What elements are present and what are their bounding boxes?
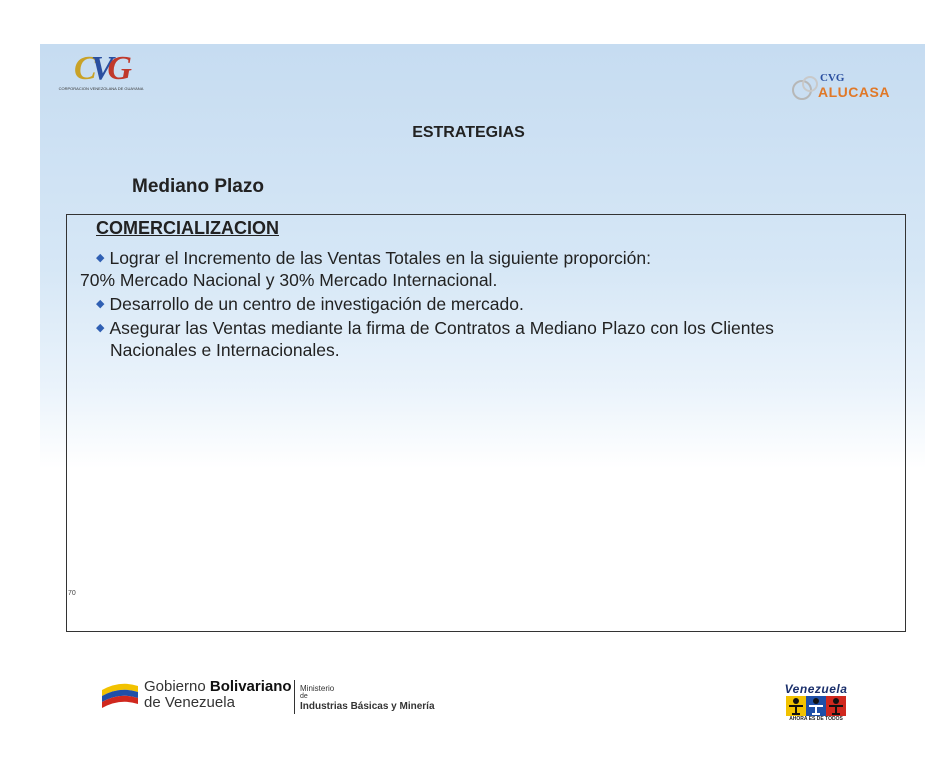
- alucasa-swirl-icon: [790, 70, 820, 104]
- alucasa-logo: [790, 70, 920, 104]
- page-number: 70: [68, 590, 76, 597]
- alucasa-name: ALUCASA: [818, 84, 890, 100]
- bullet-text: Lograr el Incremento de las Ventas Totales en la siguiente proporción:: [109, 248, 652, 268]
- ministerio-name: Industrias Básicas y Minería: [300, 701, 435, 712]
- bullet-item: [96, 248, 651, 269]
- gobierno-logo: [102, 676, 462, 720]
- text-line: 70% Mercado Nacional y 30% Mercado Internacional.: [80, 270, 498, 290]
- slide-subtitle: Mediano Plazo: [132, 176, 264, 197]
- bullet-item: [96, 318, 774, 339]
- venezuela-wordmark: Venezuela: [784, 682, 848, 696]
- venezuela-flag-icon: [102, 680, 138, 708]
- gobierno-line1: Gobierno Bolivariano: [144, 678, 292, 695]
- text-line: Nacionales e Internacionales.: [110, 340, 340, 360]
- bullet-diamond-icon: ◆: [96, 298, 105, 310]
- cvg-mark-icon: CVG: [74, 50, 126, 87]
- section-heading: COMERCIALIZACION: [96, 218, 279, 238]
- people-icon: [786, 696, 846, 716]
- venezuela-logo: [776, 682, 856, 726]
- ministerio-label: Ministerio: [300, 684, 335, 693]
- bullet-diamond-icon: ◆: [96, 252, 105, 264]
- gobierno-line2: de Venezuela: [144, 694, 235, 711]
- venezuela-tagline: AHORA ES DE TODOS: [789, 716, 843, 722]
- bullet-text: Desarrollo de un centro de investigación de mercado.: [109, 294, 524, 314]
- ministerio-de: de: [300, 693, 308, 700]
- bullet-text: Asegurar las Ventas mediante la firma de Contratos a Mediano Plazo con los Clientes: [109, 318, 774, 338]
- slide-title: ESTRATEGIAS: [412, 124, 525, 141]
- cvg-logo-text: CORPORACION VENEZOLANA DE GUAYANA: [58, 86, 144, 91]
- bullet-item: [96, 294, 524, 315]
- bullet-diamond-icon: ◆: [96, 322, 105, 334]
- footer-divider: [294, 680, 295, 714]
- alucasa-cvg-text: CVG: [820, 72, 845, 84]
- cvg-logo: [56, 50, 146, 100]
